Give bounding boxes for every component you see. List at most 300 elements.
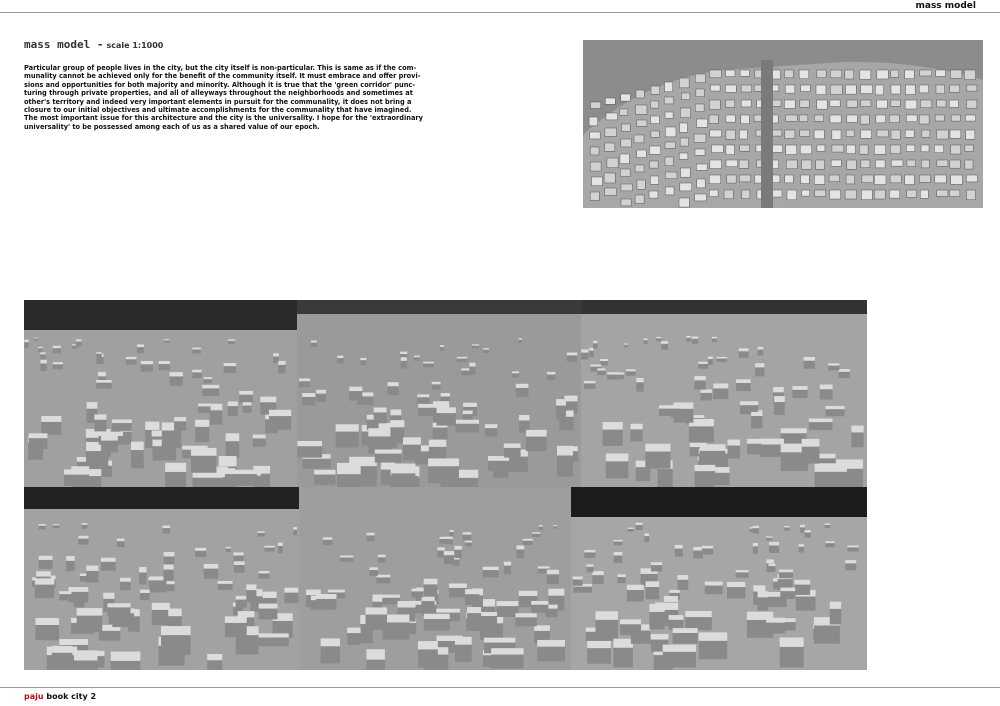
description-line: closure to our initial objectives and ultimate accomplishments for the communality that have imagined. [24,106,412,115]
model-block-side [337,472,361,487]
model-block [964,70,975,80]
model-block-side [596,618,618,638]
model-block [665,172,677,179]
model-block [862,175,874,183]
model-block [829,175,839,182]
model-block-top [531,601,548,605]
model-block [741,115,750,124]
model-view-image [581,300,867,487]
model-block-top [299,378,310,381]
model-block-side [35,584,55,599]
model-block-top [368,428,392,436]
model-block-side [53,348,61,354]
model-block-side [192,349,201,353]
model-block [726,160,738,167]
footer-brand: paju [24,692,44,701]
model-block-top [432,382,441,384]
model-block [817,145,825,151]
model-block-side [204,379,212,384]
model-view-photo-4 [24,487,299,670]
model-block [891,160,903,166]
model-block-top [204,564,219,569]
model-block-side [366,658,384,670]
model-block-top [74,650,98,660]
model-block-side [388,386,399,396]
model-block-side [439,539,449,544]
description-line: munality cannot be achieved only for the benefit of the community itself. It must embrace and offer provi- [24,72,421,81]
model-block-side [830,608,841,625]
scale-text: scale 1:1000 [106,41,164,50]
model-block [680,123,688,132]
model-block-top [727,582,745,587]
model-block-side [531,604,548,613]
model-block [891,100,901,106]
model-block-side [94,419,106,432]
model-block-top [773,387,784,392]
model-block-top [397,601,415,607]
title-text: mass model - [24,38,104,51]
model-block-top [96,380,112,383]
model-block-side [450,532,454,537]
model-block-side [847,547,858,551]
model-block-top [663,645,696,652]
model-block-side [366,613,388,630]
model-block-top [469,363,475,367]
model-block-top [669,590,679,593]
model-block-side [644,536,649,542]
model-block-side [269,415,291,430]
model-block-side [337,358,343,364]
model-block-side [523,540,533,545]
model-block-top [557,446,573,456]
model-block-side [774,401,785,415]
model-block-side [449,587,467,597]
model-block-side [465,542,472,546]
model-block-top [620,619,641,624]
model-block [620,169,630,177]
model-block-side [246,589,256,602]
model-view-image [571,487,867,670]
model-block [936,130,948,139]
model-block-side [766,538,772,541]
model-block-top [38,347,43,349]
model-block-side [139,572,146,585]
model-block-side [273,356,279,363]
model-block-side [117,541,125,547]
model-block [905,100,917,109]
model-block-top [34,338,38,339]
model-block-top [263,592,277,598]
model-block-top [139,567,146,573]
model-block [905,175,915,185]
model-block [800,130,810,136]
model-block-top [573,577,583,580]
model-block [621,184,632,191]
model-block-top [758,591,769,597]
model-block-top [802,439,820,447]
model-block-top [815,463,847,472]
model-block-side [71,473,89,487]
model-block-side [226,440,240,458]
model-block-top [553,525,557,526]
model-block-side [444,555,454,565]
model-block-top [170,372,183,376]
model-block [621,199,631,206]
header-label: mass model [915,1,976,11]
model-block [742,190,750,199]
model-block-top [441,393,450,396]
model-block-side [675,548,683,557]
model-block-top [644,533,649,536]
description-line: universality' to be possessed among each of us as a shared value of our epoch. [24,122,320,131]
model-block-top [465,541,472,543]
model-block-top [755,363,764,367]
model-block [965,115,975,121]
model-block-top [131,442,144,450]
model-block-top [700,444,726,451]
model-block-side [677,579,688,590]
model-block-top [234,552,244,555]
model-block-top [53,346,61,348]
model-block [637,120,647,126]
model-block-side [234,564,245,572]
model-block-top [297,441,322,446]
model-block-side [526,435,547,451]
model-block-top [378,555,386,558]
model-block [830,70,841,78]
model-block-side [428,465,459,483]
model-block-top [76,339,82,341]
model-block-top [264,546,274,548]
model-block-top [799,544,804,547]
model-block [621,94,631,101]
model-block-top [191,448,217,456]
model-block-top [526,430,547,437]
model-block-top [645,444,670,452]
model-block-side [512,373,519,378]
model-block [635,195,644,203]
model-block-top [234,561,245,565]
model-block-top [71,466,89,474]
model-block [847,160,857,169]
model-block [876,115,886,123]
model-block [847,115,858,122]
model-block [710,160,722,169]
model-block-top [225,616,247,623]
model-block [950,130,961,138]
model-block-side [800,527,805,533]
model-block [739,130,747,139]
model-block [801,175,810,184]
model-block-top [120,578,131,582]
model-block-top [644,338,648,340]
model-block [906,85,916,95]
model-block-top [603,422,623,430]
model-block-top [698,362,708,364]
model-block [740,145,750,151]
model-block-side [780,645,804,667]
model-block-top [66,556,75,561]
model-block [921,145,929,152]
model-view-image [297,300,581,487]
model-block-top [82,523,88,525]
model-block-top [259,604,278,609]
model-block-side [751,415,762,428]
model-block-side [293,529,297,535]
model-block [695,149,705,155]
model-block [786,160,797,169]
model-block [937,160,948,166]
model-block-top [686,336,690,338]
model-block [786,145,797,155]
model-block [590,162,601,171]
model-block-side [59,594,71,601]
model-block-top [736,379,751,383]
model-block-top [651,562,662,565]
model-block-side [82,525,88,529]
model-block-top [804,357,815,361]
model-block-top [112,419,132,423]
model-block-top [219,456,237,466]
model-block-top [40,360,46,363]
model-block-top [340,555,353,557]
model-block-top [161,626,191,635]
model-block-top [457,357,468,359]
page-title [24,38,163,51]
model-block-side [630,428,642,441]
model-block-top [168,609,181,617]
model-block [889,115,899,123]
model-block-top [800,525,805,528]
model-block-side [573,579,583,586]
model-block-side [826,409,845,417]
model-block-top [538,566,550,568]
model-view-photo-6 [571,487,867,670]
model-block-top [347,628,360,633]
model-block-top [465,589,479,594]
model-block [665,112,673,118]
model-block-side [556,404,566,419]
model-block-side [378,557,386,563]
model-block-top [195,420,209,427]
model-block-top [472,344,479,345]
model-block [920,190,928,198]
model-block-top [826,406,845,409]
model-block-side [796,595,816,610]
model-block [741,85,752,92]
model-block-side [278,364,285,373]
model-block-top [59,639,88,645]
model-block-side [537,646,565,662]
model-block-top [366,649,384,659]
model-block-side [29,437,48,448]
model-block-side [376,577,390,583]
model-block [787,190,797,200]
model-block-side [504,447,521,457]
model-block-side [225,622,247,637]
model-block-top [107,603,130,607]
model-block-top [86,566,98,571]
model-block [726,130,736,139]
model-block [649,191,658,198]
model-block [772,175,780,183]
model-block [905,130,914,137]
model-block [665,157,673,166]
model-block-top [328,590,345,593]
model-block-top [758,347,764,350]
model-block [814,175,825,184]
model-block-top [450,530,454,532]
model-block-side [259,608,278,620]
model-block-top [388,382,399,386]
model-block-top [669,615,684,620]
model-block-side [152,609,170,625]
model-block-side [592,574,603,584]
model-block-side [496,605,518,617]
model-block [665,82,673,92]
model-block-side [278,545,283,553]
model-block [919,115,929,124]
model-block [802,190,810,196]
model-block-top [828,363,839,365]
model-block-side [433,427,448,440]
model-block-top [349,387,362,391]
model-block-side [421,600,434,616]
model-block-top [766,618,785,623]
model-block-top [367,533,375,536]
model-block-top [584,381,595,383]
model-block-side [375,453,402,463]
model-block-top [825,524,831,525]
model-view-photo-2 [297,300,581,487]
model-block [710,85,720,91]
model-block-top [454,546,461,550]
model-block-side [695,470,716,485]
model-block-top [39,556,53,560]
model-block-top [236,596,247,600]
model-block-side [663,651,696,668]
model-block-side [258,637,289,647]
model-block-side [694,380,705,390]
model-block-top [204,377,212,379]
model-block-side [403,443,421,460]
model-block [785,130,795,138]
model-block-side [614,555,623,563]
model-block-top [366,607,388,614]
model-block-side [218,583,233,590]
model-block-top [239,391,253,395]
model-block [740,70,749,76]
model-block-side [698,364,708,369]
model-block-side [418,648,438,667]
model-block-side [799,546,804,552]
model-block-top [496,601,518,606]
model-block [966,100,976,108]
model-block-top [96,352,102,354]
model-block [634,135,644,143]
model-block-top [587,641,611,648]
model-block-side [716,358,727,362]
model-block-side [243,405,252,413]
model-block-side [207,659,222,670]
model-block-side [311,342,317,347]
model-block-top [627,585,644,590]
model-block-top [537,640,565,647]
model-block-side [802,445,820,463]
model-block-top [512,371,519,373]
model-block-side [161,634,191,655]
model-block-top [429,440,446,447]
model-block-top [417,394,429,397]
model-block-side [302,458,330,469]
model-block [874,175,886,184]
model-block-side [440,347,444,351]
model-block-top [586,564,593,567]
model-block [830,115,841,123]
model-block [830,190,841,199]
model-block-side [557,454,573,477]
model-block-top [515,613,536,617]
model-block [935,115,944,121]
model-block-side [374,412,387,424]
model-block-side [736,572,749,578]
model-block-top [164,552,175,557]
model-block-side [766,622,785,634]
model-block-side [532,533,540,536]
model-block [891,130,900,139]
model-block-side [597,370,605,375]
model-block-side [485,427,497,436]
model-block-side [851,431,863,447]
model-block-side [845,563,856,570]
model-block-side [347,632,360,645]
model-block-top [207,654,222,660]
model-block [875,160,885,168]
model-block-top [716,357,727,359]
model-block-side [651,565,662,572]
model-block [950,70,961,78]
model-block-top [376,575,390,578]
model-block-top [434,609,460,613]
model-block-side [636,525,643,530]
model-block [846,130,854,137]
model-block-top [158,361,170,364]
model-block-top [94,414,106,419]
model-block-side [131,449,144,469]
model-block-top [516,545,524,549]
model-block-side [38,348,43,352]
model-block-top [485,424,497,428]
model-block-top [491,648,524,654]
model-block-side [418,407,435,416]
model-block-top [825,541,834,543]
model-block-top [293,527,297,530]
model-block-top [260,397,276,403]
model-block-top [736,570,749,572]
model-block-top [391,464,415,474]
model-block-top [728,440,741,446]
description-line: Particular group of people lives in the city, but the city itself is non-particular. This is same as if the com- [24,64,417,72]
model-block-top [218,581,233,584]
model-block-side [53,364,63,369]
model-block-side [454,549,461,558]
model-block [651,86,660,94]
model-block-side [349,390,362,400]
model-block-top [779,570,793,573]
model-block [860,115,869,124]
model-block-side [164,340,169,343]
model-block-side [649,611,664,630]
